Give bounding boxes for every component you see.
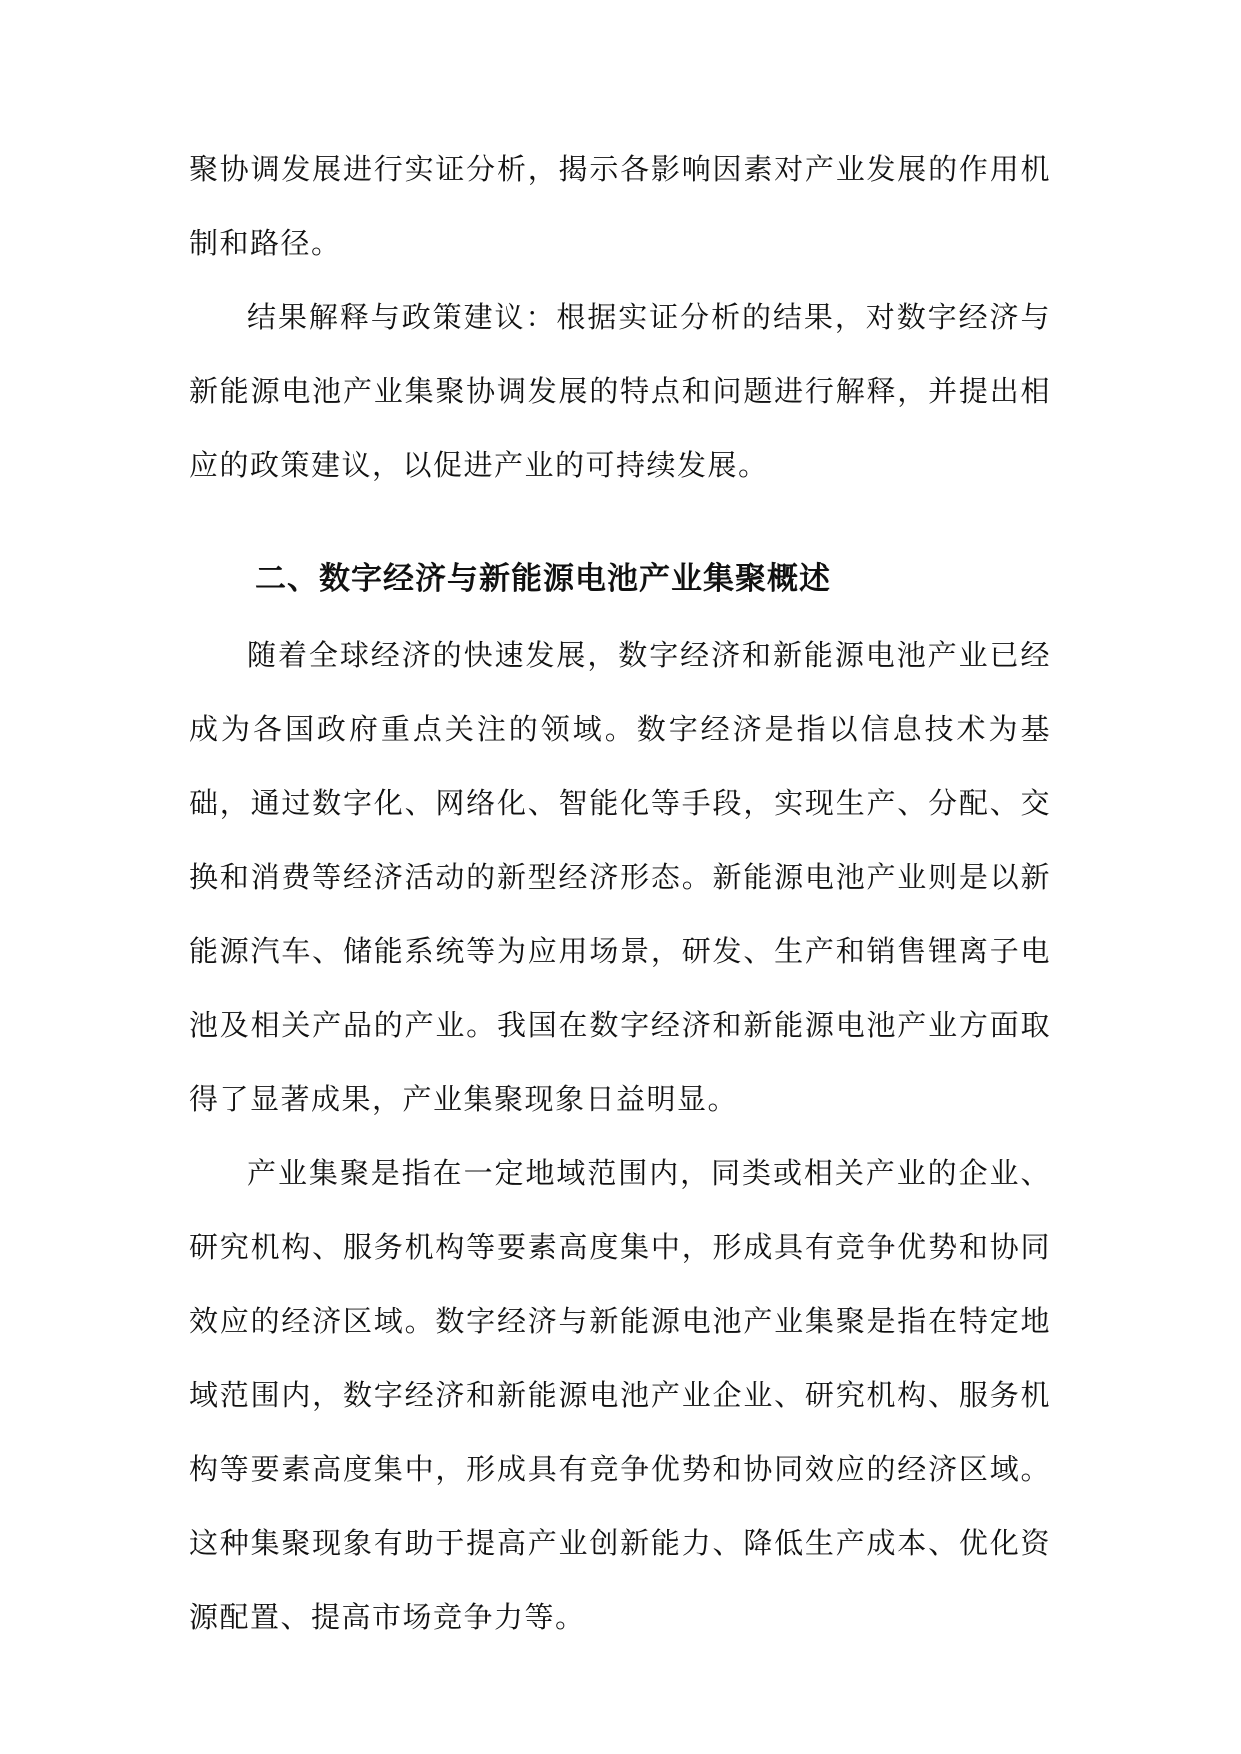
section-heading: 二、数字经济与新能源电池产业集聚概述 — [255, 561, 831, 597]
document-body — [189, 132, 1051, 1654]
paragraph-results-policy: 结果解释与政策建议：根据实证分析的结果，对数字经济与新能源电池产业集聚协调发展的特点和问题进行解释，并提出相应的政策建议，以促进产业的可持续发展。 — [189, 300, 1051, 482]
paragraph-overview-intro: 随着全球经济的快速发展，数字经济和新能源电池产业已经成为各国政府重点关注的领域。数字经济是指以信息技术为基础，通过数字化、网络化、智能化等手段，实现生产、分配、交换和消费等经济活动的新型经济形态。新能源电池产业则是以新能源汽车、储能系统等为应用场景，研发、生产和销售锂离子电池及相关产品的产业。我国在数字经济和新能源电池产业方面取得了显著成果，产业集聚现象日益明显。 — [189, 638, 1051, 1116]
paragraph-industry-cluster-definition: 产业集聚是指在一定地域范围内，同类或相关产业的企业、研究机构、服务机构等要素高度集中，形成具有竞争优势和协同效应的经济区域。数字经济与新能源电池产业集聚是指在特定地域范围内，数字经济和新能源电池产业企业、研究机构、服务机构等要素高度集中，形成具有竞争优势和协同效应的经济区域。这种集聚现象有助于提高产业创新能力、降低生产成本、优化资源配置、提高市场竞争力等。 — [189, 1156, 1051, 1634]
paragraph-continued-methods: 聚协调发展进行实证分析，揭示各影响因素对产业发展的作用机制和路径。 — [189, 152, 1051, 260]
